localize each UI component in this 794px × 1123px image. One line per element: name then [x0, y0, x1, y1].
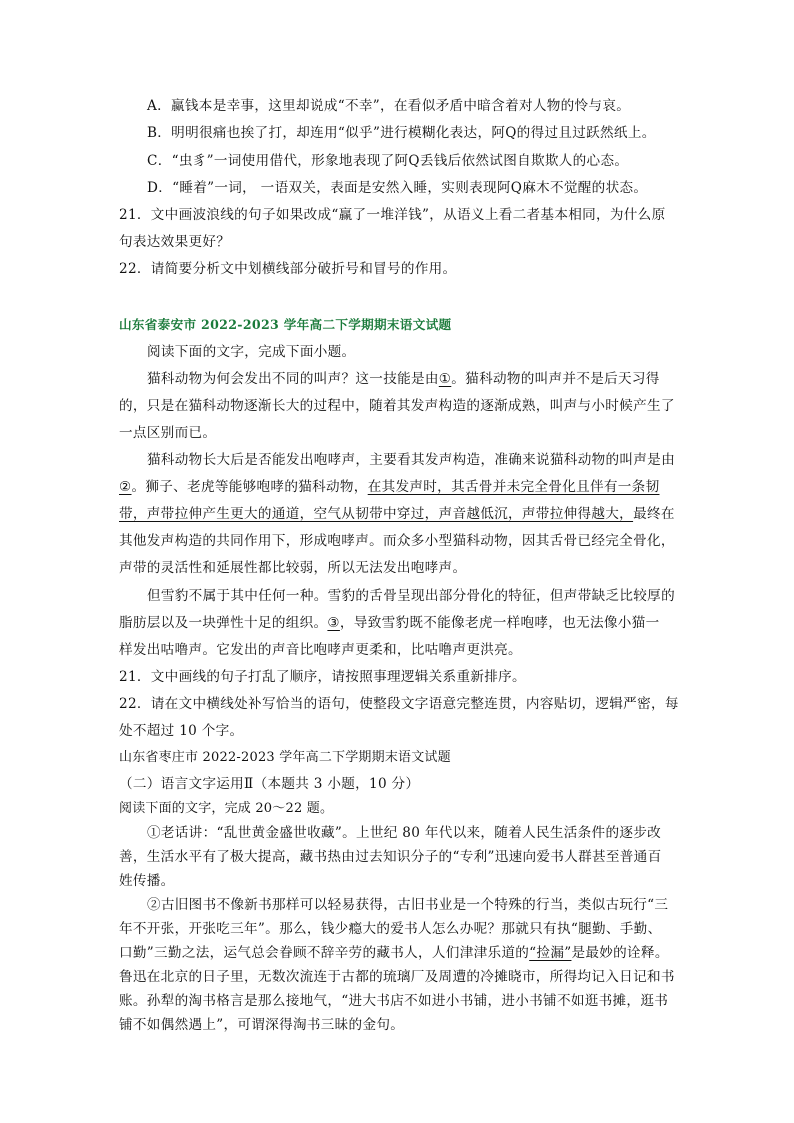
paragraph-2-line4: 其他发声构造的共同作用下，形成咆哮声。而众多小型猫科动物，因其舌骨已经完全骨化， — [119, 533, 675, 549]
question-21-sorting: 21．文中画线的句子打乱了顺序，请按照事理逻辑关系重新排序。 — [119, 669, 526, 685]
option-c: C．“虫豸”一词使用借代，形象地表现了阿Q丢钱后依然试图自欺欺人的心态。 — [147, 153, 629, 169]
question-22-fill-line1: 22．请在文中横线处补写恰当的语句，使整段文字语意完整连贯，内容贴切，逻辑严密，每 — [119, 696, 679, 712]
paragraph-1-line2: 的，只是在猫科动物逐渐长大的过程中，随着其发声构造的逐渐成熟，叫声与小时候产生了 — [119, 398, 675, 414]
question-21-line1: 21．文中画波浪线的句子如果改成“赢了一堆洋钱”，从语义上看二者基本相同，为什么原 — [119, 207, 666, 223]
option-b: B．明明很痛也挨了打，却连用“似乎”进行模糊化表达，阿Q的得过且过跃然纸上。 — [147, 125, 656, 141]
zz-paragraph-1-line1: ①老话讲：“乱世黄金盛世收藏”。上世纪 80 年代以来，随着人民生活条件的逐步改 — [147, 825, 662, 841]
blank-3: ③ — [327, 615, 340, 631]
paragraph-2-line1: 猫科动物长大后是否能发出咆哮声，主要看其发声构造，准确来说猫科动物的叫声是由 — [147, 452, 675, 468]
paragraph-2-line5: 声带的灵活性和延展性都比较弱，所以无法发出咆哮声。 — [119, 560, 467, 576]
zz-paragraph-2-line1: ②古旧图书不像新书那样可以轻易获得，古旧书业是一个特殊的行当，类似古玩行“三 — [147, 897, 669, 913]
underlined-sentence-part2: 带，声带拉伸产生更大的通道，空气从韧带中穿过，声音越低沉，声带拉伸得越大， — [119, 506, 634, 522]
zz-paragraph-1-line3: 姓传播。 — [119, 873, 175, 889]
zz-paragraph-2-line3: 口勤”三勤之法，运气总会眷顾不辞辛劳的藏书人，人们津津乐道的“捡漏”是最妙的诠释。 — [119, 945, 669, 961]
question-22: 22．请简要分析文中划横线部分破折号和冒号的作用。 — [119, 261, 457, 277]
option-a: A．赢钱本是幸事，这里却说成“不幸”，在看似矛盾中暗含着对人物的怜与哀。 — [147, 98, 631, 114]
zz-paragraph-1-line2: 善，生活水平有了极大提高，藏书热由过去知识分子的“专利”迅速向爱书人群甚至普通百 — [119, 849, 662, 865]
paragraph-1-line3: 一点区别而已。 — [119, 425, 217, 441]
zz-paragraph-2-line5: 账。孙犁的淘书格言是那么接地气，“进大书店不如进小书铺，进小书铺不如逛书摊，逛书 — [119, 993, 669, 1009]
question-21-line2: 句表达效果更好？ — [119, 234, 231, 250]
option-d: D．“睡着”一词， 一语双关，表面是安然入睡，实则表现阿Q麻木不觉醒的状态。 — [147, 180, 648, 196]
paragraph-1-line1: 猫科动物为何会发出不同的叫声？这一技能是由①。猫科动物的叫声并不是后天习得 — [147, 371, 660, 387]
zz-paragraph-2-line4: 鲁迅在北京的日子里，无数次流连于古都的琉璃厂及周遭的冷摊晓市，所得均记入日记和书 — [119, 969, 675, 985]
reading-intro-2: 阅读下面的文字，完成 20～22 题。 — [119, 801, 334, 816]
zz-paragraph-2-line6: 铺不如偶然遇上”，可谓深得淘书三昧的金句。 — [119, 1017, 405, 1033]
paragraph-2-line2: ②。狮子、老虎等能够咆哮的猫科动物，在其发声时，其舌骨并未完全骨化且伴有一条韧 — [119, 479, 660, 495]
paragraph-3-line2: 脂肪层以及一块弹性十足的组织。③，导致雪豹既不能像老虎一样咆哮，也无法像小猫一 — [119, 615, 660, 631]
underlined-sentence-part1: 在其发声时，其舌骨并未完全骨化且伴有一条韧 — [367, 479, 660, 495]
paragraph-3-line3: 样发出咕噜声。它发出的声音比咆哮声更柔和，比咕噜声更洪亮。 — [119, 642, 522, 658]
underlined-jianlou: “捡漏” — [529, 945, 572, 961]
blank-1: ① — [438, 371, 452, 387]
zz-paragraph-2-line2: 年不开张，开张吃三年”。那么，钱少瘾大的爱书人怎么办呢？那就只有执“腿勤、手勤、 — [119, 921, 662, 937]
section-heading-taian: 山东省泰安市 2022-2023 学年高二下学期期末语文试题 — [119, 317, 452, 332]
section-heading-zaozhuang: 山东省枣庄市 2022-2023 学年高二下学期期末语文试题 — [119, 750, 451, 765]
paragraph-3-line1: 但雪豹不属于其中任何一种。雪豹的舌骨呈现出部分骨化的特征，但声带缺乏比较厚的 — [147, 588, 675, 604]
reading-intro: 阅读下面的文字，完成下面小题。 — [147, 344, 356, 360]
subsection-heading: （二）语言文字运用Ⅱ（本题共 3 小题，10 分） — [119, 776, 420, 792]
blank-2: ② — [119, 479, 132, 495]
question-22-fill-line2: 处不超过 10 个字。 — [119, 723, 244, 739]
paragraph-2-line3: 带，声带拉伸产生更大的通道，空气从韧带中穿过，声音越低沉，声带拉伸得越大，最终在 — [119, 506, 675, 522]
